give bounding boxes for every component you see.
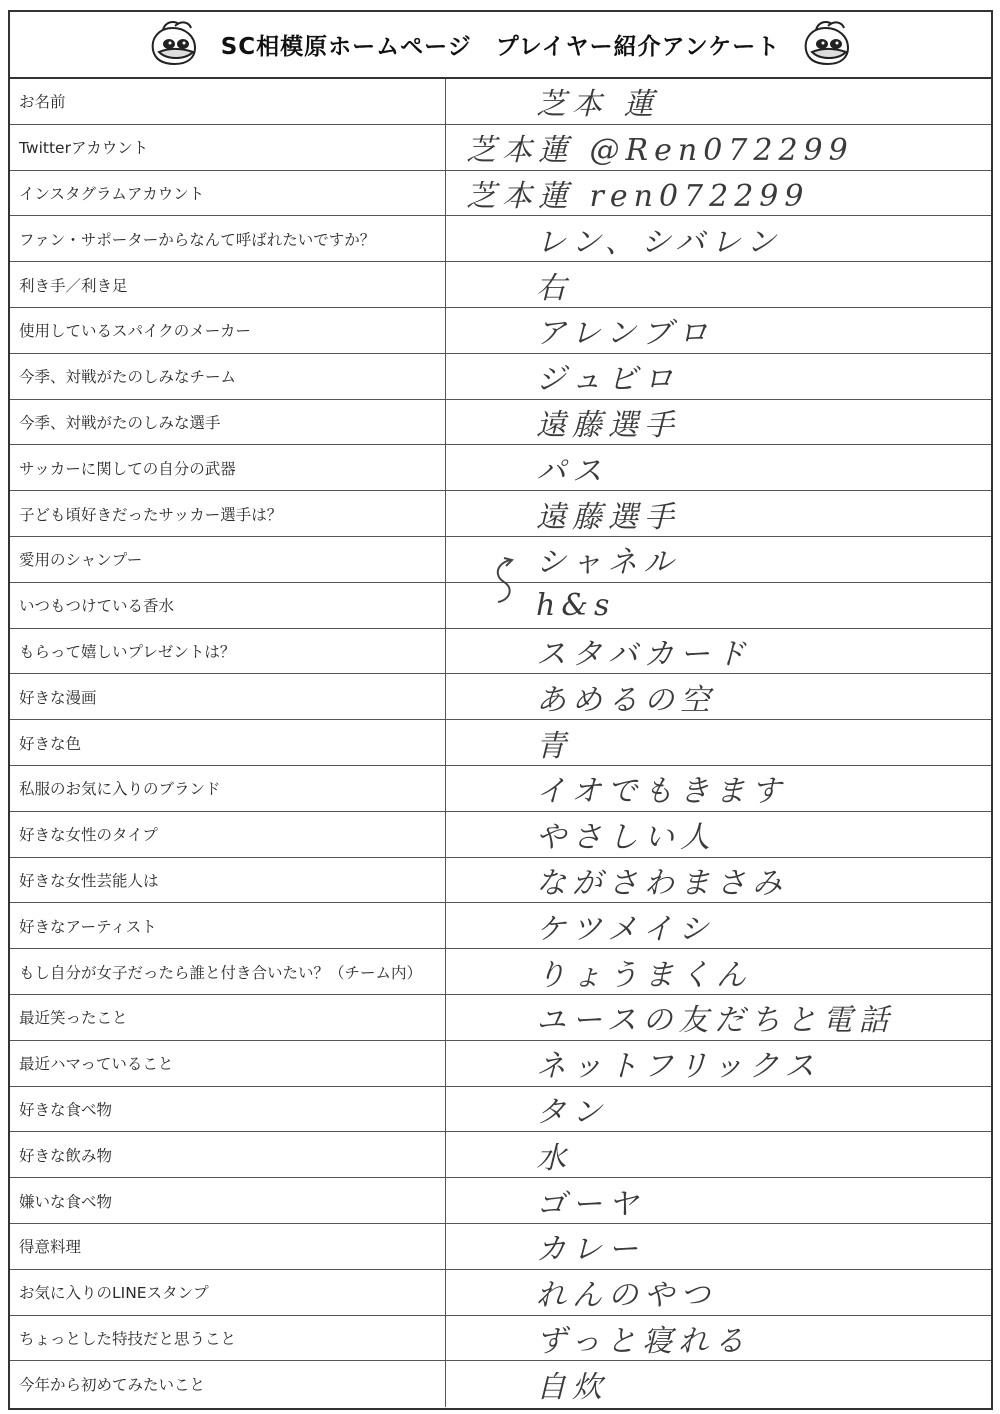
handwritten-answer: 芝本 蓮: [536, 87, 660, 123]
handwritten-answer: りょうまくん: [536, 957, 752, 993]
question-label: いつもつけている香水: [10, 583, 446, 628]
question-label: 最近ハマっていること: [10, 1041, 446, 1086]
handwritten-answer: 水: [536, 1140, 572, 1176]
survey-row: [10, 1224, 991, 1270]
handwritten-answer: やさしい人: [536, 820, 716, 856]
handwritten-answer: タン: [536, 1094, 608, 1130]
handwritten-answer: カレー: [536, 1232, 644, 1268]
question-label: 使用しているスパイクのメーカー: [10, 308, 446, 353]
handwritten-answer: あめるの空: [536, 682, 716, 718]
survey-row: [10, 125, 991, 171]
question-label: 好きな色: [10, 720, 446, 765]
survey-row: [10, 949, 991, 995]
handwritten-answer: 遠藤選手: [536, 499, 680, 535]
survey-row: [10, 1270, 991, 1316]
question-label: 利き手／利き足: [10, 262, 446, 307]
handwritten-answer: 芝本蓮 ren072299: [466, 178, 810, 214]
question-label: 好きなアーティスト: [10, 903, 446, 948]
question-label: ファン・サポーターからなんて呼ばれたいですか？: [10, 216, 446, 261]
survey-row: [10, 1132, 991, 1178]
survey-row: [10, 858, 991, 904]
survey-row: [10, 1041, 991, 1087]
survey-row: [10, 720, 991, 766]
survey-row: [10, 766, 991, 812]
survey-row: [10, 812, 991, 858]
survey-row: [10, 171, 991, 217]
question-label: インスタグラムアカウント: [10, 171, 446, 216]
question-label: ちょっとした特技だと思うこと: [10, 1316, 446, 1361]
survey-row: [10, 445, 991, 491]
handwritten-answer: ケツメイシ: [536, 911, 715, 947]
question-label: 今年から初めてみたいこと: [10, 1361, 446, 1407]
question-label: 今季、対戦がたのしみな選手: [10, 400, 446, 445]
handwritten-answer: れんのやつ: [536, 1278, 716, 1314]
handwritten-answer: レン、シバレン: [536, 224, 782, 260]
question-label: 好きな女性芸能人は: [10, 858, 446, 903]
question-label: 嫌いな食べ物: [10, 1178, 446, 1223]
survey-row: [10, 79, 991, 125]
question-label: もし自分が女子だったら誰と付き合いたい？（チーム内）: [10, 949, 446, 994]
survey-rows: [10, 79, 991, 1407]
question-label: 子ども頃好きだったサッカー選手は？: [10, 491, 446, 536]
survey-row: [10, 1361, 991, 1407]
question-label: お名前: [10, 79, 446, 124]
survey-row: [10, 1087, 991, 1133]
handwritten-answer: 遠藤選手: [536, 407, 680, 443]
survey-sheet: [8, 10, 993, 1410]
survey-row: [10, 1178, 991, 1224]
survey-row: [10, 629, 991, 675]
handwritten-answer: h&s: [536, 587, 616, 623]
survey-row: [10, 1316, 991, 1362]
handwritten-answer: ユースの友だちと電話: [536, 1003, 895, 1039]
survey-row: [10, 491, 991, 537]
handwritten-answer: スタバカード: [536, 636, 752, 672]
question-label: 好きな食べ物: [10, 1087, 446, 1132]
handwritten-answer: ながさわまさみ: [536, 865, 788, 901]
survey-row: [10, 308, 991, 354]
handwritten-answer: ずっと寝れる: [536, 1323, 751, 1359]
question-label: 好きな女性のタイプ: [10, 812, 446, 857]
survey-row: [10, 354, 991, 400]
survey-row: [10, 995, 991, 1041]
question-label: 好きな漫画: [10, 674, 446, 719]
handwritten-answer: イオでもきます: [536, 774, 788, 810]
handwritten-answer: 青: [536, 728, 572, 764]
handwritten-answer: パス: [536, 453, 608, 489]
handwritten-answer: ネットフリックス: [536, 1049, 821, 1085]
question-label: 今季、対戦がたのしみなチーム: [10, 354, 446, 399]
handwritten-answer: 自炊: [536, 1370, 608, 1406]
survey-row: [10, 262, 991, 308]
question-label: Twitterアカウント: [10, 125, 446, 170]
question-label: 好きな飲み物: [10, 1132, 446, 1177]
survey-row: [10, 674, 991, 720]
handwritten-answer: ジュビロ: [536, 362, 680, 398]
handwritten-answer: 芝本蓮 @Ren072299: [466, 133, 854, 169]
question-label: 最近笑ったこと: [10, 995, 446, 1040]
handwritten-answer: シャネル: [536, 545, 680, 581]
question-label: 私服のお気に入りのブランド: [10, 766, 446, 811]
bird-mascot-icon: [798, 20, 856, 70]
question-label: サッカーに関しての自分の武器: [10, 445, 446, 490]
question-label: お気に入りのLINEスタンプ: [10, 1270, 446, 1315]
question-label: 愛用のシャンプー: [10, 537, 446, 582]
survey-title: SC相模原ホームページ プレイヤー紹介アンケート: [220, 34, 781, 60]
handwritten-answer: ゴーヤ: [536, 1186, 644, 1222]
question-label: もらって嬉しいプレゼントは？: [10, 629, 446, 674]
bird-mascot-icon: [145, 20, 203, 70]
question-label: 得意料理: [10, 1224, 446, 1269]
survey-row: [10, 400, 991, 446]
handwritten-answer: アレンブロ: [536, 316, 715, 352]
survey-row: [10, 216, 991, 262]
handwritten-answer: 右: [536, 270, 572, 306]
swap-arrow-icon: [490, 556, 518, 606]
survey-header: [10, 12, 991, 79]
survey-row: [10, 903, 991, 949]
